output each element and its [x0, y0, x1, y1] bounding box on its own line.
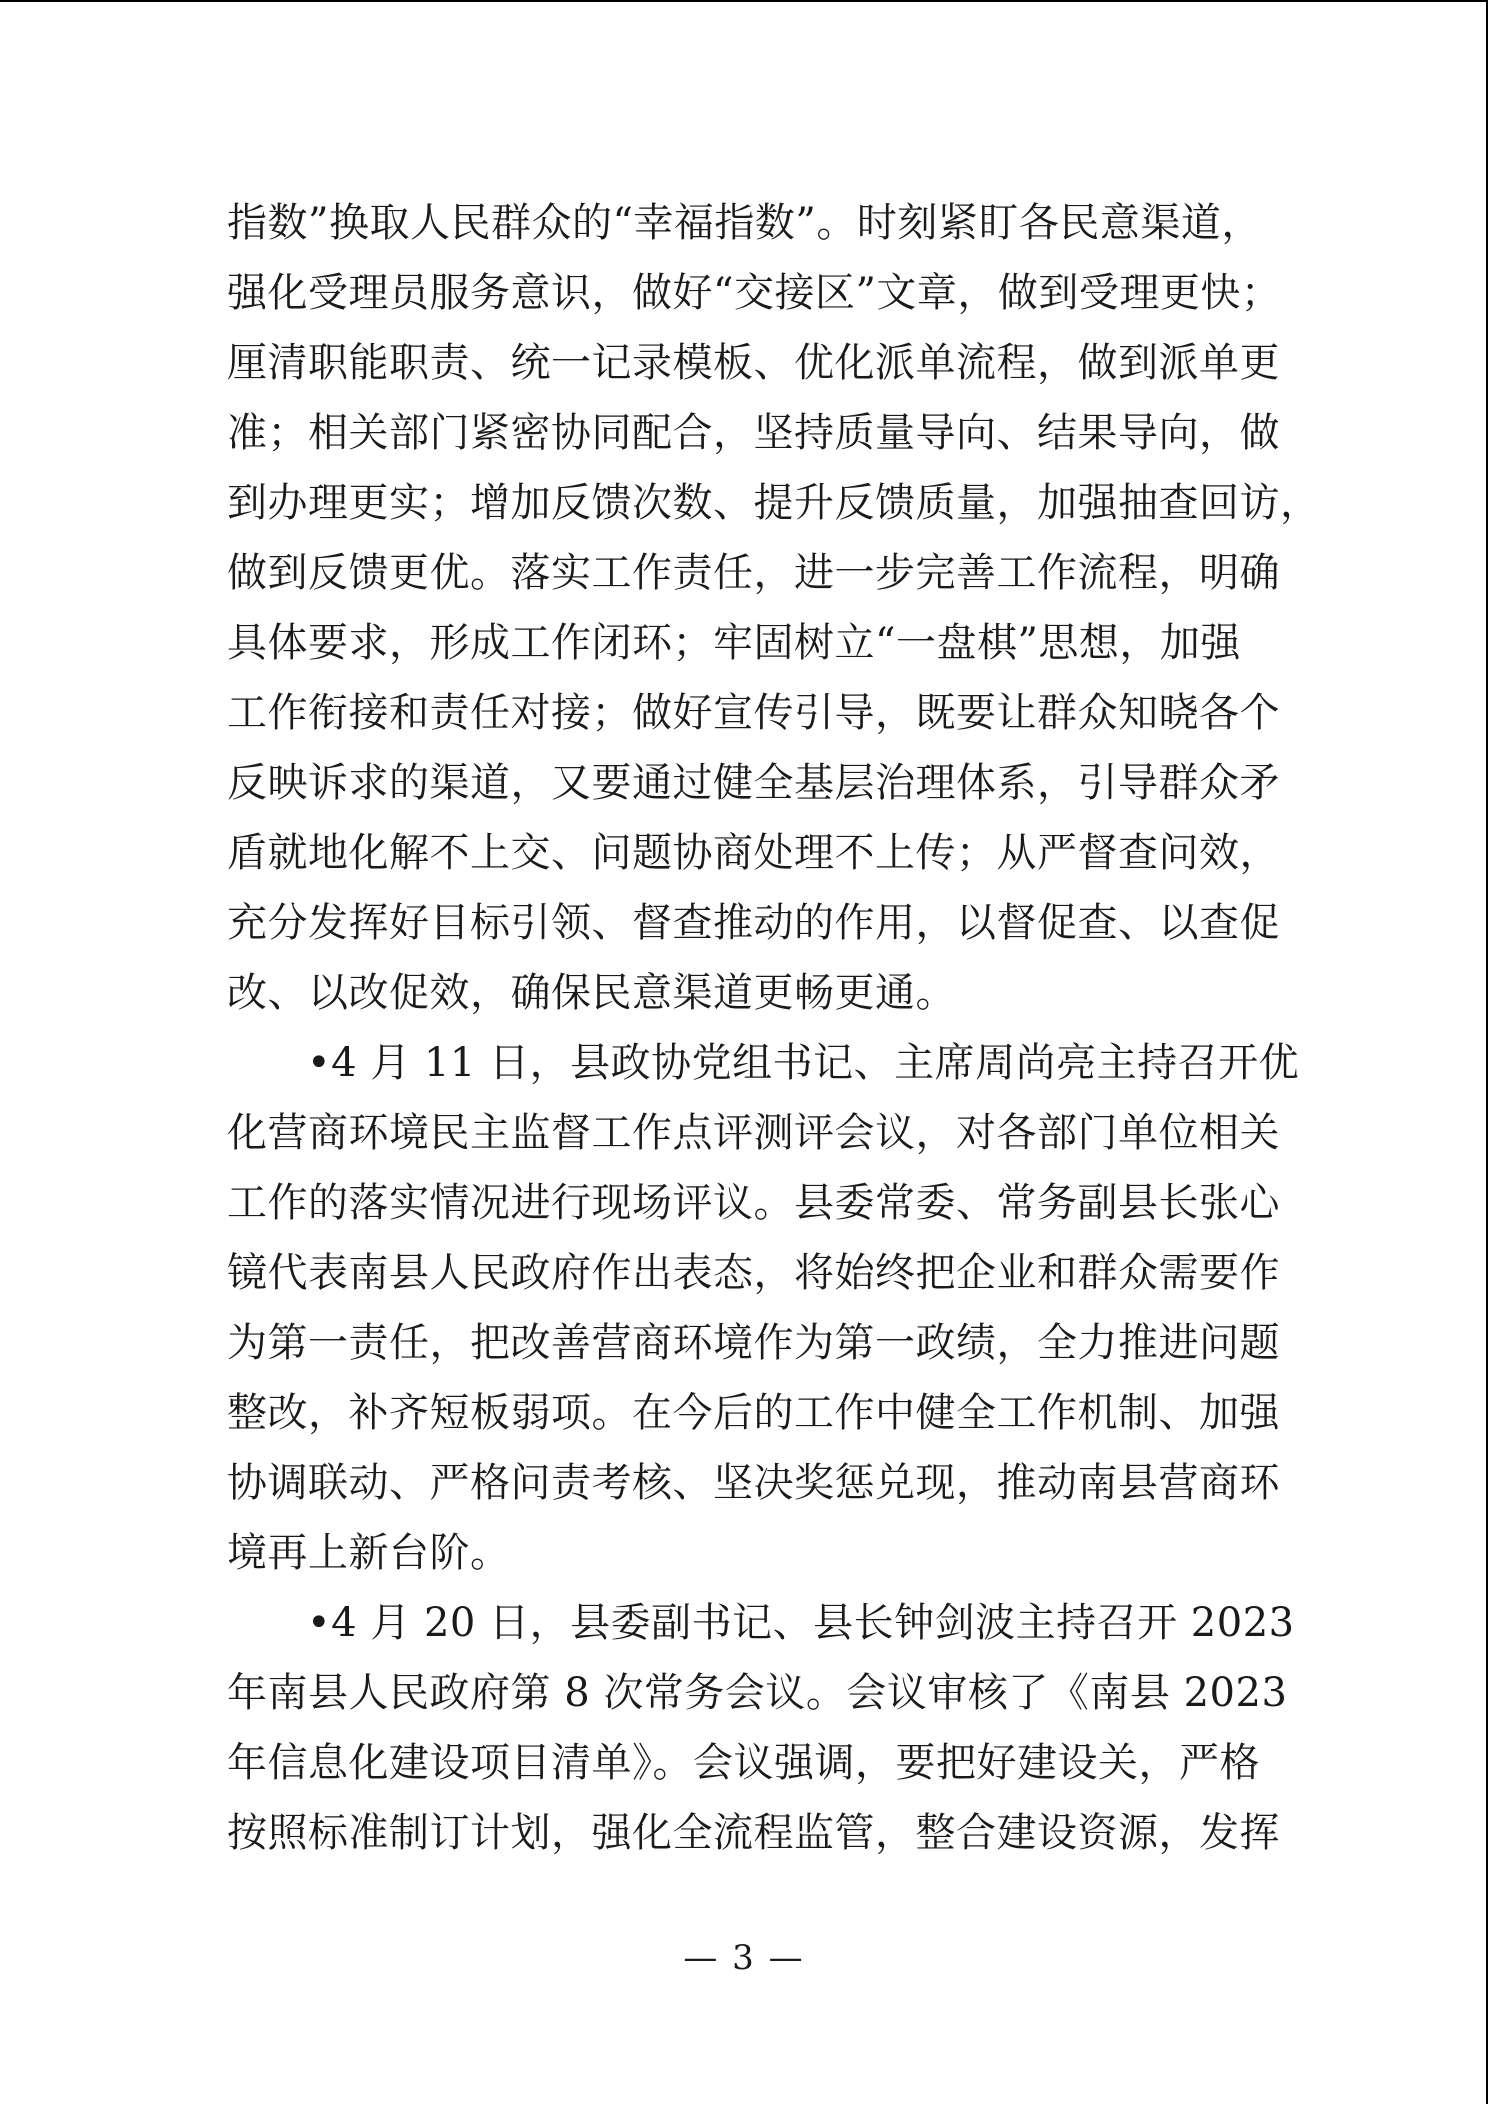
text-line: 协调联动、严格问责考核、坚决奖惩兑现，推动南县营商环	[227, 1460, 1280, 1506]
text-line: 准；相关部门紧密协同配合，坚持质量导向、结果导向，做	[227, 410, 1280, 456]
text-line: 强化受理员服务意识，做好“交接区”文章，做到受理更快；	[227, 270, 1282, 316]
text-line: 镜代表南县人民政府作出表态，将始终把企业和群众需要作	[227, 1250, 1280, 1296]
text-line: 工作衔接和责任对接；做好宣传引导，既要让群众知晓各个	[227, 690, 1280, 736]
text-line: 反映诉求的渠道，又要通过健全基层治理体系，引导群众矛	[227, 760, 1280, 806]
text-line: 按照标准制订计划，强化全流程监管，整合建设资源，发挥	[227, 1810, 1280, 1856]
text-line: 改、以改促效，确保民意渠道更畅更通。	[227, 970, 956, 1016]
text-line: 具体要求，形成工作闭环；牢固树立“一盘棋”思想，加强	[227, 620, 1241, 666]
text-line: 境再上新台阶。	[227, 1530, 511, 1576]
top-border-line	[0, 0, 1488, 2]
text-line: 到办理更实；增加反馈次数、提升反馈质量，加强抽查回访，	[227, 480, 1321, 526]
document-body	[227, 188, 1321, 1868]
page-number: — 3 —	[683, 1938, 805, 1978]
text-line: 做到反馈更优。落实工作责任，进一步完善工作流程，明确	[227, 550, 1280, 596]
paragraph-start-line: •4 月 20 日，县委副书记、县长钟剑波主持召开 2023	[307, 1600, 1295, 1646]
text-line: 充分发挥好目标引领、督查推动的作用，以督促查、以查促	[227, 900, 1280, 946]
text-line: 化营商环境民主监督工作点评测评会议，对各部门单位相关	[227, 1110, 1280, 1156]
paragraph-start-line: •4 月 11 日，县政协党组书记、主席周尚亮主持召开优	[307, 1040, 1300, 1086]
text-line: 指数”换取人民群众的“幸福指数”。时刻紧盯各民意渠道，	[227, 200, 1262, 246]
text-line: 年信息化建设项目清单》。会议强调，要把好建设关，严格	[227, 1740, 1260, 1786]
text-line: 厘清职能职责、统一记录模板、优化派单流程，做到派单更	[227, 340, 1280, 386]
text-line: 工作的落实情况进行现场评议。县委常委、常务副县长张心	[227, 1180, 1280, 1226]
text-line: 盾就地化解不上交、问题协商处理不上传；从严督查问效，	[227, 830, 1280, 876]
text-line: 整改，补齐短板弱项。在今后的工作中健全工作机制、加强	[227, 1390, 1280, 1436]
text-line: 为第一责任，把改善营商环境作为第一政绩，全力推进问题	[227, 1320, 1280, 1366]
text-line: 年南县人民政府第 8 次常务会议。会议审核了《南县 2023	[227, 1670, 1288, 1716]
